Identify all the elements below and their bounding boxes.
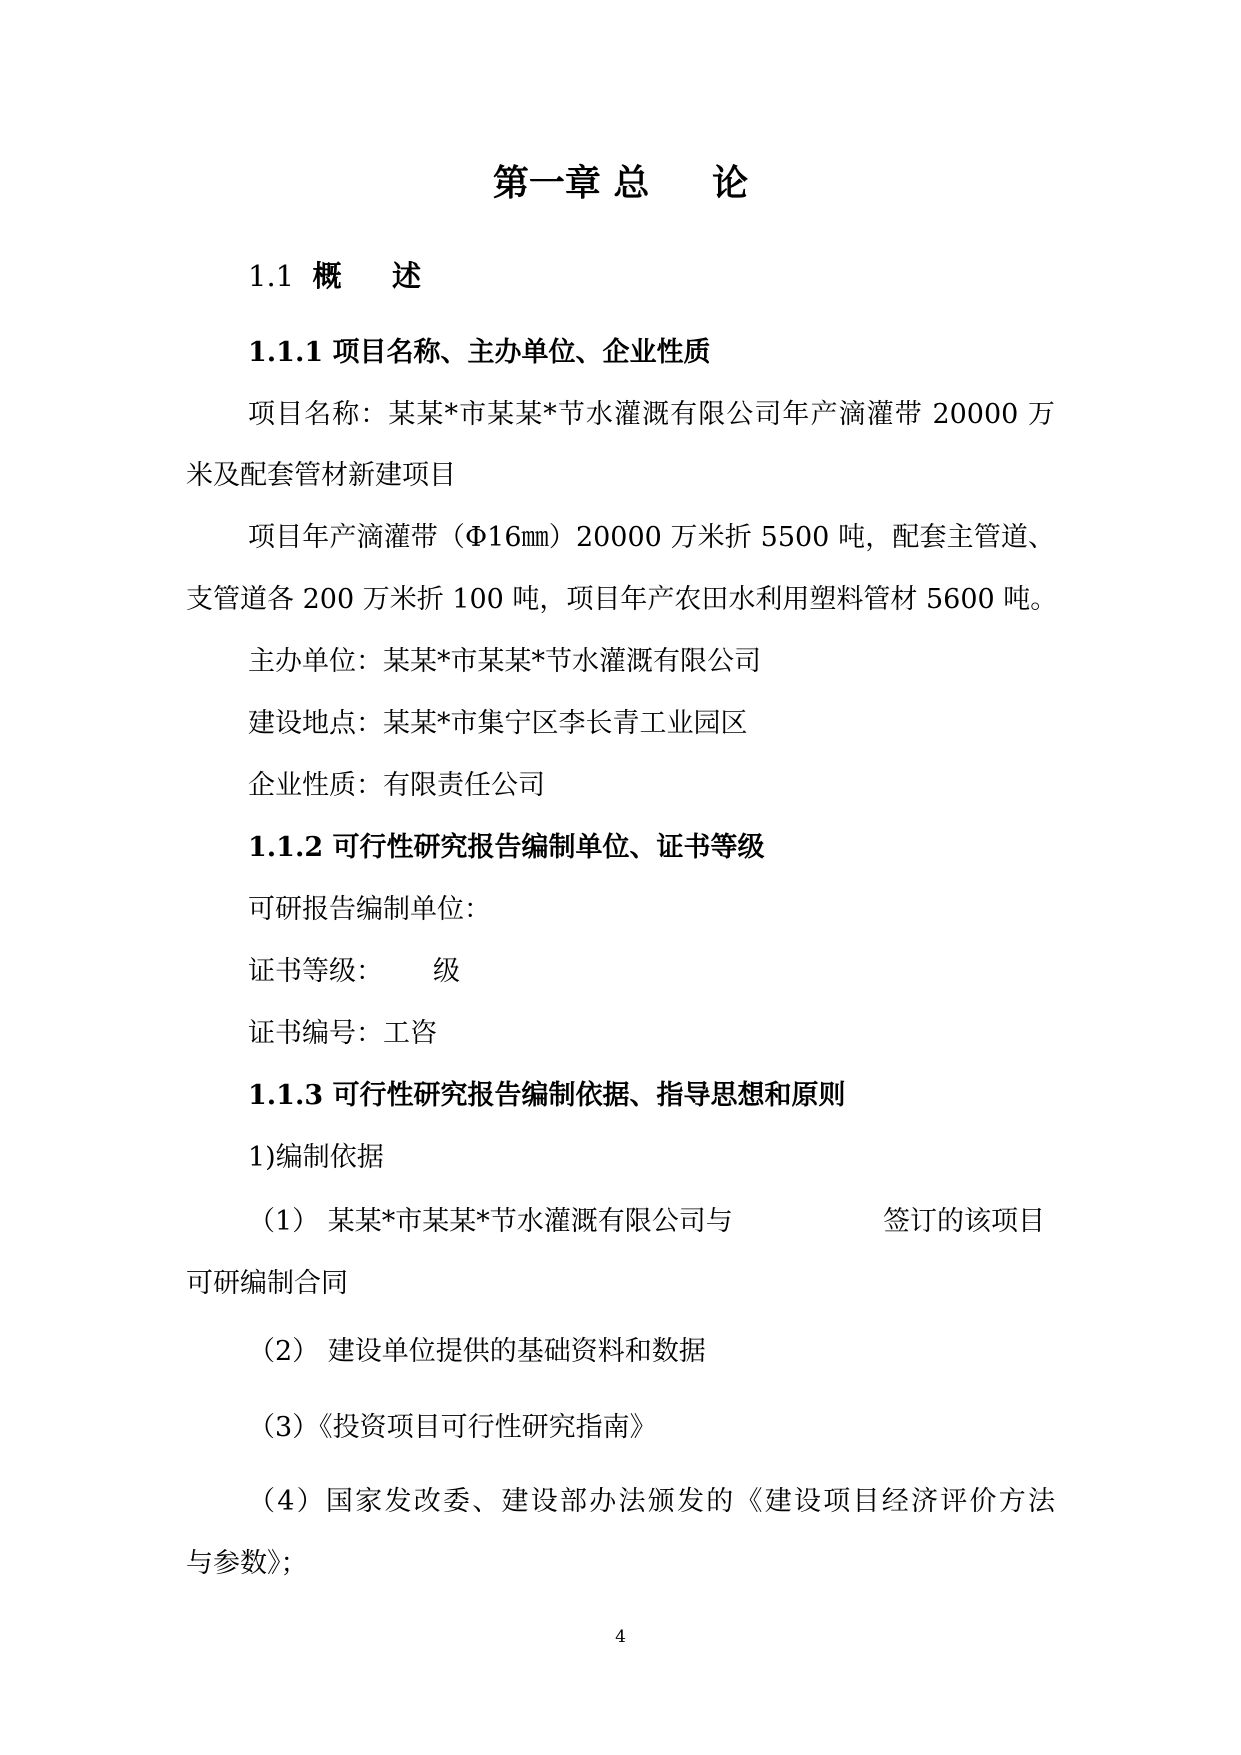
location-line: 建设地点：某某*市集宁区李长青工业园区 — [248, 708, 748, 739]
section-title: 概 述 — [312, 259, 422, 293]
subsection-heading-1-1-2: 1.1.2 可行性研究报告编制单位、证书等级 — [248, 832, 765, 863]
capacity-line-1: 项目年产滴灌带（Φ16㎜）20000 万米折 5500 吨，配套主管道、 — [248, 522, 1055, 553]
basis-item-2: （2） 建设单位提供的基础资料和数据 — [248, 1336, 706, 1367]
grade-label: 证书等级： — [248, 956, 383, 987]
section-number: 1.1 — [248, 259, 295, 293]
subsection-heading-1-1-3: 1.1.3 可行性研究报告编制依据、指导思想和原则 — [248, 1080, 846, 1111]
basis-item-4-line-1: （4）国家发改委、建设部办法颁发的《建设项目经济评价方法 — [248, 1486, 1055, 1517]
basis-item-4-line-2: 与参数》； — [186, 1548, 308, 1579]
chapter-title: 第一章 总 论 — [492, 162, 749, 204]
grade-value: 级 — [433, 956, 460, 987]
basis-item-1-line-2: 可研编制合同 — [186, 1268, 348, 1299]
project-name-line-1: 项目名称：某某*市某某*节水灌溉有限公司年产滴灌带 20000 万 — [248, 399, 1055, 430]
sponsor-line: 主办单位：某某*市某某*节水灌溉有限公司 — [248, 646, 761, 677]
cert-number-line: 证书编号：工咨 — [248, 1018, 437, 1049]
basis-item-1-line-1-left: （1） 某某*市某某*节水灌溉有限公司与 — [248, 1206, 733, 1237]
unit-line: 可研报告编制单位： — [248, 894, 491, 925]
page-number: 4 — [615, 1627, 626, 1647]
subsection-heading-1-1-1: 1.1.1 项目名称、主办单位、企业性质 — [248, 337, 711, 368]
basis-item-1-line-1-right: 签订的该项目 — [883, 1206, 1045, 1237]
section-heading — [248, 256, 421, 296]
project-name-line-2: 米及配套管材新建项目 — [186, 460, 456, 491]
basis-heading: 1)编制依据 — [248, 1142, 384, 1173]
nature-line: 企业性质：有限责任公司 — [248, 770, 545, 801]
basis-item-3: （3）《投资项目可行性研究指南》 — [248, 1412, 657, 1443]
capacity-line-2: 支管道各 200 万米折 100 吨，项目年产农田水利用塑料管材 5600 吨。 — [186, 584, 1058, 615]
